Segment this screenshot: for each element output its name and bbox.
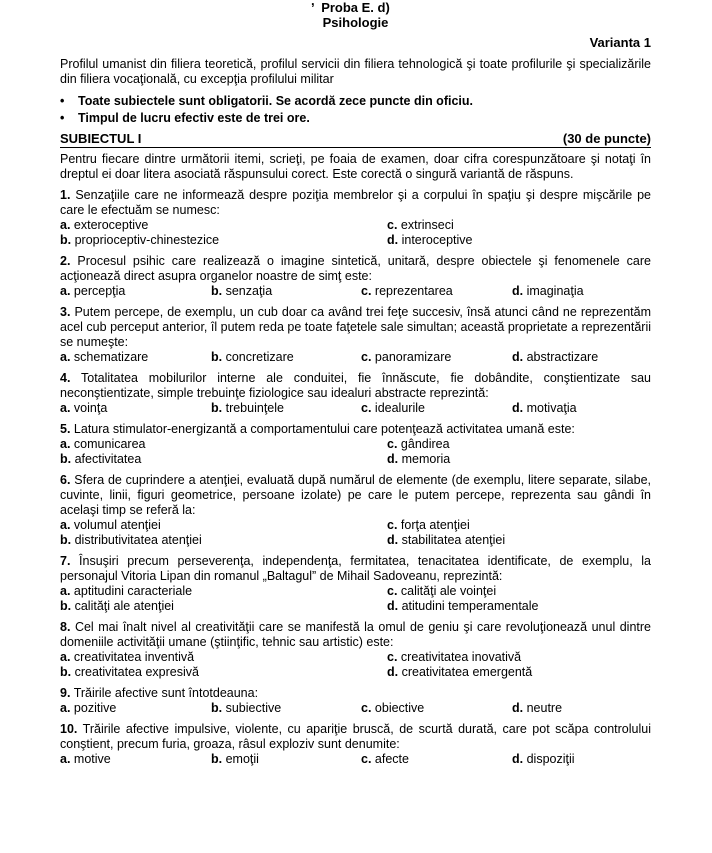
answer-option: b. subiective	[211, 701, 282, 715]
question-item	[60, 554, 651, 614]
question-number: 7.	[60, 554, 71, 568]
answer-option: c. forţa atenţiei	[387, 518, 470, 532]
question-number: 3.	[60, 305, 71, 319]
answer-option: c. gândirea	[387, 437, 450, 451]
instructions-paragraph: Pentru fiecare dintre următorii itemi, scrieţi, pe foaia de examen, doar cifra corespunzătoare şi notaţi în dreptul ei doar litera asociată răspunsului corect. Este corectă o singură variantă de răspuns.	[60, 152, 651, 181]
question-text: 3. Putem percepe, de exemplu, un cub doar ca având trei feţe succesiv, însă atunci când ne reprezentăm acel cub perceput anterior, îl putem reda pe toate faţetele sale simultan; această proprietate a reprezentării se numeşte:	[60, 305, 651, 349]
bullet-icon: •	[60, 94, 65, 108]
question-text: 9. Trăirile afective sunt întotdeauna:	[60, 686, 259, 700]
rule-text: Timpul de lucru efectiv este de trei ore.	[78, 111, 310, 125]
bullet-icon: •	[60, 111, 65, 125]
answer-options	[60, 218, 651, 248]
question-number: 4.	[60, 371, 71, 385]
question-text: 10. Trăirile afective impulsive, violente, cu apariţie bruscă, de scurtă durată, care pot scăpa controlului conştient, precum furia, groaza, râsul exploziv sunt denumite:	[60, 722, 651, 751]
exam-header	[60, 0, 651, 30]
answer-options	[60, 284, 651, 299]
question-number: 8.	[60, 620, 71, 634]
answer-option: d. abstractizare	[512, 350, 599, 364]
question-item	[60, 305, 651, 365]
question-text: 5. Latura stimulator-energizantă a comportamentului care potenţează activitatea umană este:	[60, 422, 575, 436]
question-text: 8. Cel mai înalt nivel al creativităţii care se manifestă la omul de geniu şi care revoluţionează unul dintre domeniile activităţii umane (ştiinţific, tehnic sau artistic) este:	[60, 620, 651, 649]
subject-title: SUBIECTUL I	[60, 131, 142, 146]
answer-option: c. obiective	[361, 701, 425, 715]
question-item	[60, 722, 651, 767]
question-number: 9.	[60, 686, 71, 700]
answer-options	[60, 584, 651, 614]
answer-option: d. imaginaţia	[512, 284, 584, 298]
exam-variant: Varianta 1	[589, 35, 651, 50]
question-text: 7. Însuşiri precum perseverenţa, independenţa, fermitatea, tenacitatea identificate, de exemplu, la personajul Vitoria Lipan din romanul „Baltagul” de Mihail Sadoveanu, reprezintă:	[60, 554, 651, 583]
answer-option: a. exteroceptive	[60, 218, 149, 232]
question-item	[60, 188, 651, 248]
answer-option: d. motivaţia	[512, 401, 577, 415]
answer-option: a. volumul atenţiei	[60, 518, 161, 532]
question-item	[60, 620, 651, 680]
answer-option: c. reprezentarea	[361, 284, 453, 298]
answer-option: d. atitudini temperamentale	[387, 599, 539, 613]
answer-option: a. aptitudini caracteriale	[60, 584, 193, 598]
question-number: 6.	[60, 473, 71, 487]
answer-option: c. calităţi ale voinţei	[387, 584, 497, 598]
answer-option: a. motive	[60, 752, 111, 766]
answer-option: b. trebuinţele	[211, 401, 284, 415]
answer-option: a. creativitatea inventivă	[60, 650, 195, 664]
header-comma-mark: ,	[311, 0, 315, 8]
question-text: 2. Procesul psihic care realizează o imagine sintetică, unitară, despre obiectele şi fenomenele care acţionează direct asupra organelor noastre de simţ este:	[60, 254, 652, 283]
exam-test-code: Proba E. d)	[321, 0, 390, 15]
question-item	[60, 422, 651, 467]
question-item	[60, 371, 651, 416]
subject-points: (30 de puncte)	[562, 131, 651, 146]
answer-option: a. pozitive	[60, 701, 117, 715]
answer-option: c. panoramizare	[361, 350, 452, 364]
answer-option: d. creativitatea emergentă	[387, 665, 533, 679]
question-number: 2.	[60, 254, 71, 268]
answer-options	[60, 518, 651, 548]
exam-page	[60, 0, 651, 767]
question-number: 5.	[60, 422, 71, 436]
rule-text: Toate subiectele sunt obligatorii. Se acordă zece puncte din oficiu.	[78, 94, 473, 108]
answer-option: b. concretizare	[211, 350, 294, 364]
answer-option: c. idealurile	[361, 401, 425, 415]
answer-option: d. stabilitatea atenţiei	[387, 533, 506, 547]
answer-option: b. afectivitatea	[60, 452, 142, 466]
answer-option: d. dispoziţii	[512, 752, 575, 766]
answer-option: b. proprioceptiv-chinestezice	[60, 233, 220, 247]
answer-option: b. calităţi ale atenţiei	[60, 599, 174, 613]
subject-heading	[60, 131, 651, 148]
answer-option: c. extrinseci	[387, 218, 454, 232]
answer-option: a. voinţa	[60, 401, 108, 415]
answer-option: b. senzaţia	[211, 284, 273, 298]
rule-item	[60, 93, 651, 110]
answer-options	[60, 752, 651, 767]
intro-paragraph: Profilul umanist din filiera teoretică, profilul servicii din filiera tehnologică şi toate profilurile şi specializările din filiera vocaţională, cu excepţia profilului militar	[60, 57, 651, 86]
answer-options	[60, 701, 651, 716]
answer-option: d. memoria	[387, 452, 451, 466]
question-text: 6. Sfera de cuprindere a atenţiei, evaluată după numărul de elemente (de exemplu, litere separate, silabe, cuvinte, linii, figuri geometrice, persoane izolate) pe care le putem percepe, reprezenta sau gândi în acelaşi timp se referă la:	[60, 473, 651, 517]
question-text: 1. Senzaţiile care ne informează despre poziţia membrelor şi a corpului în spaţiu şi despre mişcările pe care le efectuăm se numesc:	[60, 188, 651, 217]
answer-option: b. creativitatea expresivă	[60, 665, 199, 679]
answer-option: c. afecte	[361, 752, 409, 766]
answer-option: b. distributivitatea atenţiei	[60, 533, 202, 547]
question-number: 10.	[60, 722, 78, 736]
question-item	[60, 254, 651, 299]
exam-subject-name: Psihologie	[322, 15, 389, 30]
answer-options	[60, 437, 651, 467]
question-text: 4. Totalitatea mobilurilor interne ale conduitei, fie înnăscute, fie dobândite, conştientizate sau neconştientizate, simple trebuinţe fiziologice sau idealuri abstracte reprezintă:	[60, 371, 651, 400]
answer-options	[60, 650, 651, 680]
answer-option: d. interoceptive	[387, 233, 473, 247]
rule-item	[60, 110, 651, 127]
answer-option: a. percepţia	[60, 284, 126, 298]
answer-option: b. emoţii	[211, 752, 259, 766]
answer-option: c. creativitatea inovativă	[387, 650, 522, 664]
answer-option: a. comunicarea	[60, 437, 146, 451]
question-item	[60, 686, 651, 716]
answer-options	[60, 350, 651, 365]
answer-options	[60, 401, 651, 416]
answer-option: a. schematizare	[60, 350, 149, 364]
rules-list	[60, 93, 651, 127]
answer-option: d. neutre	[512, 701, 563, 715]
question-item	[60, 473, 651, 548]
question-number: 1.	[60, 188, 71, 202]
